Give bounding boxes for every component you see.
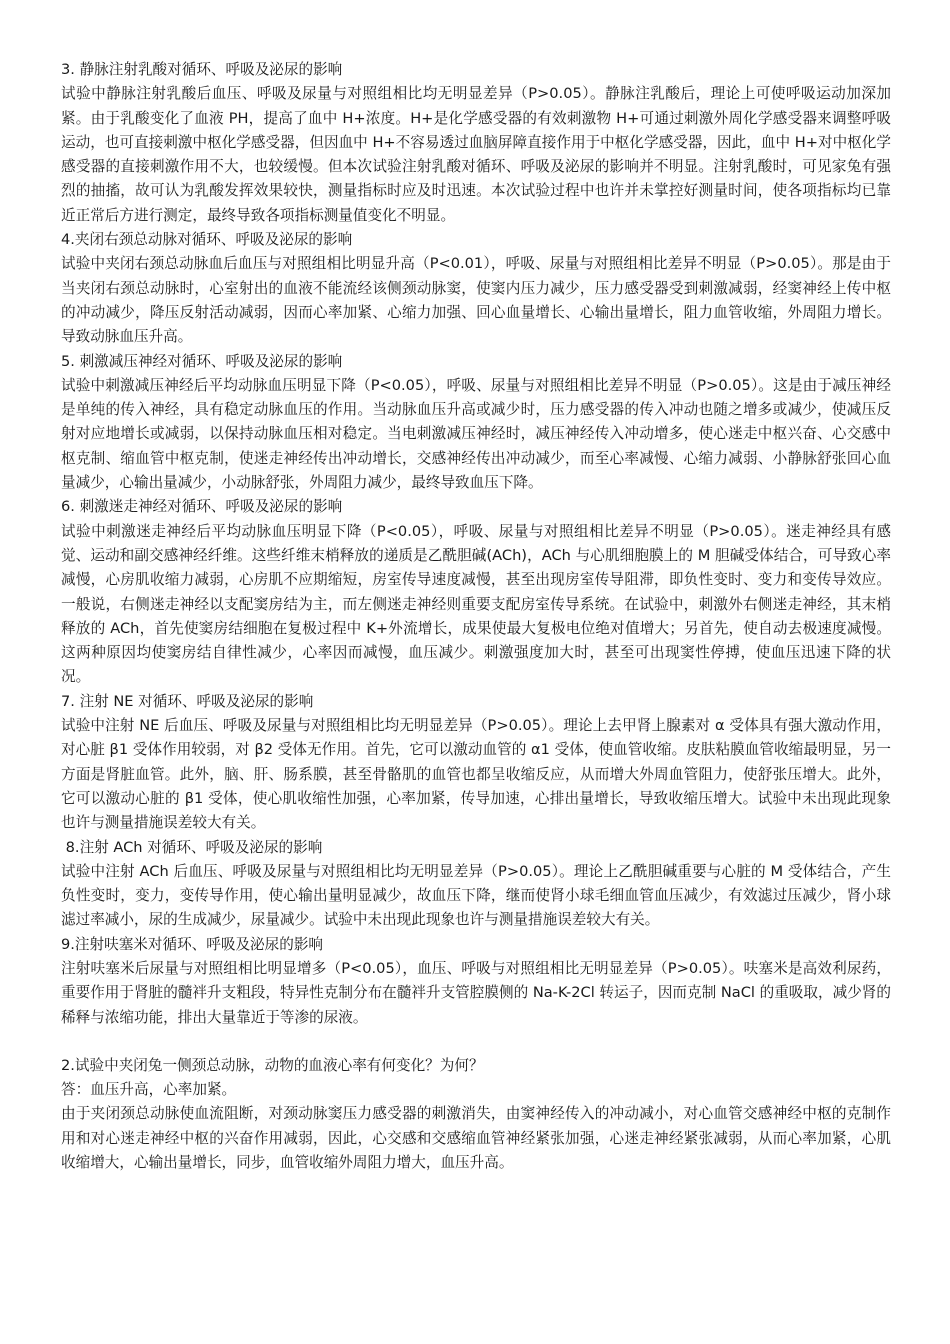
section-paragraph: 注射呋塞米后尿量与对照组相比明显增多（P<0.05），血压、呼吸与对照组相比无明显差异（P>0.05）。呋塞米是高效利尿药，重要作用于肾脏的髓袢升支粗段，特异性克制分布在髓袢升支管腔膜侧的 Na-K-2Cl 转运子，因而克制 NaCl 的重吸取，减少肾的稀释与浓缩功能，排出大量靠近于等渗的尿液。 (61, 959, 891, 1026)
section-paragraph: 试验中静脉注射乳酸后血压、呼吸及尿量与对照组相比均无明显差异（P>0.05）。静脉注乳酸后，理论上可使呼吸运动加深加紧。由于乳酸变化了血液 PH，提高了血中 H+浓度。H+是化学感受器的有效刺激物 H+可通过刺激外周化学感受器来调整呼吸运动，也可直接刺激中枢化学感受器，但因血中 H+不容易透过血脑屏障直接作用于中枢化学感受器，因此，血中 H+对中枢化学感受器的直接刺激作用不大，也较缓慢。但本次试验注射乳酸对循环、呼吸及泌尿的影响并不明显。注射乳酸时，可见家兔有强烈的抽搐，故可认为乳酸发挥效果较快，测量指标时应及时迅速。本次试验过程中也许并未掌控好测量时间，使各项指标均已靠近正常后方进行测定，最终导致各项指标测量值变化不明显。 (61, 85, 891, 224)
section-heading: 7. 注射 NE 对循环、呼吸及泌尿的影响 (61, 692, 314, 710)
section-paragraph: 试验中夹闭右颈总动脉血后血压与对照组相比明显升高（P<0.01），呼吸、尿量与对照组相比差异不明显（P>0.05）。那是由于当夹闭右颈总动脉时，心室射出的血液不能流经该侧颈动脉窦，使窦内压力减少，压力感受器受到刺激减弱，经窦神经上传中枢的冲动减少，降压反射活动减弱，因而心率加紧、心缩力加强、回心血量增长、心输出量增长，阻力血管收缩，外周阻力增长。导致动脉血压升高。 (61, 255, 891, 346)
section-paragraph: 试验中刺激迷走神经后平均动脉血压明显下降（P<0.05），呼吸、尿量与对照组相比差异不明显（P>0.05）。迷走神经具有感觉、运动和副交感神经纤维。这些纤维末梢释放的递质是乙酰胆碱(ACh)，ACh 与心肌细胞膜上的 M 胆碱受体结合，可导致心率减慢，心房肌收缩力减弱，心房肌不应期缩短，房室传导速度减慢，甚至出现房室传导阻滞，即负性变时、变力和变传导效应。一般说，右侧迷走神经以支配窦房结为主，而左侧迷走神经则重要支配房室传导系统。在试验中，刺激外右侧迷走神经，其末梢释放的 ACh，首先使窦房结细胞在复极过程中 K+外流增长，成果使最大复极电位绝对值增大；另首先，使自动去极速度减慢。这两种原因均使窦房结自律性减少，心率因而减慢，血压减少。刺激强度加大时，甚至可出现窦性停搏，使血压迅速下降的状况。 (61, 522, 891, 686)
section-8 (61, 836, 891, 933)
question-block (61, 1054, 891, 1175)
section-heading: 3. 静脉注射乳酸对循环、呼吸及泌尿的影响 (61, 61, 343, 78)
answer-explanation: 由于夹闭颈总动脉使血流阻断，对颈动脉窦压力感受器的刺激消失，由窦神经传入的冲动减小，对心血管交感神经中枢的克制作用和对心迷走神经中枢的兴奋作用减弱，因此，心交感和交感缩血管神经紧张加强，心迷走神经紧张减弱，从而心率加紧，心肌收缩增大，心输出量增长，同步，血管收缩外周阻力增大，血压升高。 (61, 1105, 891, 1172)
section-paragraph: 试验中注射 ACh 后血压、呼吸及尿量与对照组相比均无明显差异（P>0.05）。理论上乙酰胆碱重要与心脏的 M 受体结合，产生负性变时，变力，变传导作用，使心输出量明显减少，故血压下降，继而使肾小球毛细血管血压减少，有效滤过压减少，肾小球滤过率减小，尿的生成减少，尿量减少。试验中未出现此现象也许与测量措施误差较大有关。 (61, 862, 891, 929)
section-7 (61, 690, 891, 836)
section-heading: 6. 刺激迷走神经对循环、呼吸及泌尿的影响 (61, 498, 343, 516)
section-paragraph: 试验中刺激减压神经后平均动脉血压明显下降（P<0.05），呼吸、尿量与对照组相比差异不明显（P>0.05）。这是由于减压神经是单纯的传入神经，具有稳定动脉血压的作用。当动脉血压升高或减少时，压力感受器的传入冲动也随之增多或减少，使减压反射对应地增长或减弱，以保持动脉血压相对稳定。当电刺激减压神经时，减压神经传入冲动增多，使心迷走中枢兴奋、心交感中枢克制、缩血管中枢克制，使迷走神经传出冲动增长，交感神经传出冲动减少，而至心率减慢、心缩力减弱、小静脉舒张回心血量减少，心输出量减少，小动脉舒张，外周阻力减少，最终导致血压下降。 (61, 376, 891, 492)
section-4 (61, 228, 891, 349)
section-6 (61, 495, 891, 689)
section-heading: 9.注射呋塞米对循环、呼吸及泌尿的影响 (61, 935, 324, 953)
section-paragraph: 试验中注射 NE 后血压、呼吸及尿量与对照组相比均无明显差异（P>0.05）。理论上去甲肾上腺素对 α 受体具有强大激动作用，对心脏 β1 受体作用较弱，对 β2 受体无作用。首先，它可以激动血管的 α1 受体，使血管收缩。皮肤粘膜血管收缩最明显，另一方面是肾脏血管。此外，脑、肝、肠系膜，甚至骨骼肌的血管也都呈收缩反应，从而增大外周血管阻力，使舒张压增大。此外，它可以激动心脏的 β1 受体，使心肌收缩性加强，心率加紧，传导加速，心排出量增长，导致收缩压增大。试验中未出现此现象也许与测量措施误差较大有关。 (61, 717, 891, 832)
section-heading: 5. 刺激减压神经对循环、呼吸及泌尿的影响 (61, 352, 343, 370)
section-3 (61, 58, 891, 228)
document-page (61, 58, 891, 1175)
blank-line (61, 1030, 891, 1054)
section-heading: 8.注射 ACh 对循环、呼吸及泌尿的影响 (61, 838, 323, 856)
section-9 (61, 933, 891, 1030)
section-heading: 4.夹闭右颈总动脉对循环、呼吸及泌尿的影响 (61, 231, 353, 249)
question-title: 2.试验中夹闭兔一侧颈总动脉，动物的血液心率有何变化？为何？ (61, 1056, 484, 1074)
section-5 (61, 350, 891, 496)
answer-line: 答：血压升高，心率加紧。 (61, 1081, 237, 1099)
